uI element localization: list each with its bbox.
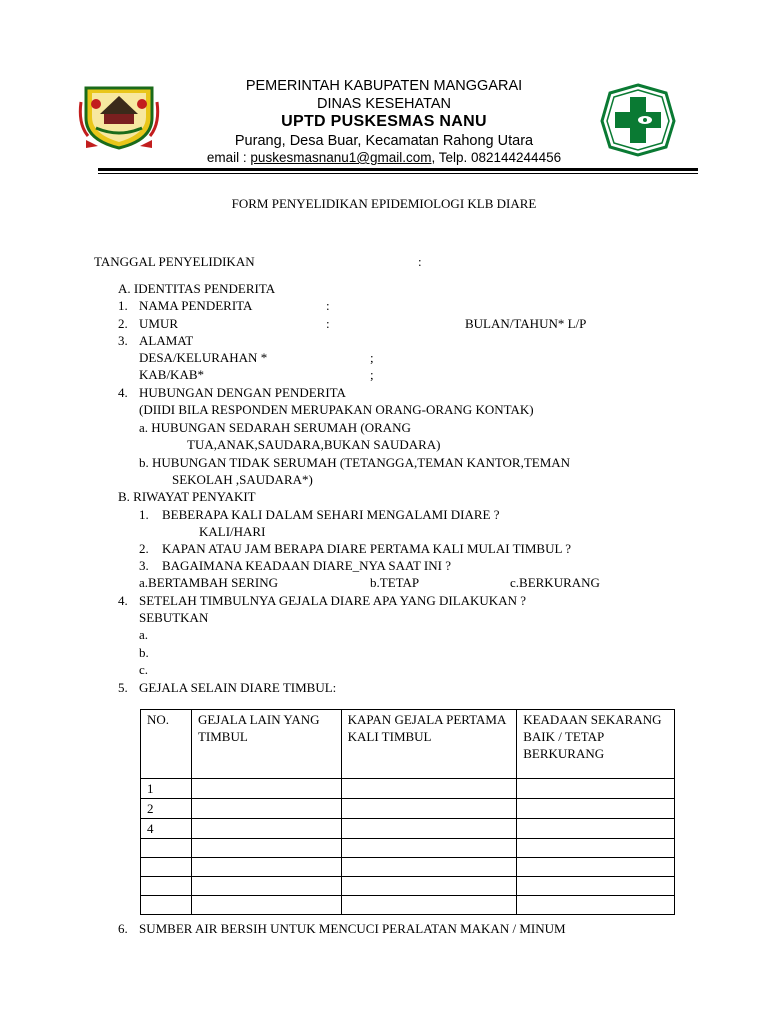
row-keadaan-cell[interactable] (517, 858, 675, 877)
hubungan-a-line2: TUA,ANAK,SAUDARA,BUKAN SAUDARA) (187, 437, 441, 452)
row-keadaan-cell[interactable] (517, 819, 675, 839)
row-keadaan-cell[interactable] (517, 779, 675, 799)
q4-option-b: b. (139, 645, 149, 660)
row-kapan-cell[interactable] (341, 877, 517, 896)
section-b-heading: B. RIWAYAT PENYAKIT (118, 489, 256, 504)
row-kapan-cell[interactable] (341, 819, 517, 839)
q4-option-c: c. (139, 662, 149, 677)
row-kapan-cell[interactable] (341, 799, 517, 819)
kab-label: KAB/KAB* (139, 367, 205, 382)
tanggal-colon: : (418, 254, 422, 269)
email-link[interactable]: puskesmasnanu1@gmail.com (250, 150, 432, 165)
row-no: 4 (141, 819, 192, 839)
q2-text: KAPAN ATAU JAM BERAPA DIARE PERTAMA KALI MULAI TIMBUL ? (162, 541, 571, 556)
tanggal-label: TANGGAL PENYELIDIKAN (94, 254, 255, 269)
alamat-label: ALAMAT (139, 333, 194, 348)
hubungan-b-line2: SEKOLAH ,SAUDARA*) (172, 472, 313, 487)
row-no (141, 858, 192, 877)
row-keadaan-cell[interactable] (517, 839, 675, 858)
row-gejala-cell[interactable] (191, 896, 341, 915)
header-no: NO. (141, 710, 192, 779)
row-keadaan-cell[interactable] (517, 799, 675, 819)
q5-num: 5. (118, 680, 128, 695)
q4-text: SETELAH TIMBULNYA GEJALA DIARE APA YANG DILAKUKAN ? (139, 593, 526, 608)
form-title: FORM PENYELIDIKAN EPIDEMIOLOGI KLB DIARE (231, 196, 537, 211)
row-kapan-cell[interactable] (341, 896, 517, 915)
q3-num: 3. (139, 558, 149, 573)
umur-num: 2. (118, 316, 128, 331)
q4-sub: SEBUTKAN (139, 610, 209, 625)
nama-label: NAMA PENDERITA (139, 298, 253, 313)
q1-sub: KALI/HARI (199, 524, 266, 539)
table-row (141, 799, 675, 819)
row-gejala-cell[interactable] (191, 877, 341, 896)
q1-num: 1. (139, 507, 149, 522)
table-row (141, 858, 675, 877)
header-divider-thick (98, 168, 698, 171)
row-no: 2 (141, 799, 192, 819)
header-department: DINAS KESEHATAN (316, 96, 452, 112)
hubungan-label: HUBUNGAN DENGAN PENDERITA (139, 385, 346, 400)
desa-colon: ; (370, 350, 374, 365)
hubungan-num: 4. (118, 385, 128, 400)
hubungan-a-line1: a. HUBUNGAN SEDARAH SERUMAH (ORANG (139, 420, 411, 435)
table-row (141, 839, 675, 858)
header-divider-thin (98, 173, 698, 174)
nama-colon: : (326, 298, 330, 313)
q6-num: 6. (118, 921, 128, 936)
header-keadaan: KEADAAN SEKARANG BAIK / TETAP BERKURANG (517, 710, 675, 779)
alamat-num: 3. (118, 333, 128, 348)
row-kapan-cell[interactable] (341, 779, 517, 799)
header-government: PEMERINTAH KABUPATEN MANGGARAI (245, 78, 523, 94)
header-address: Purang, Desa Buar, Kecamatan Rahong Utara (234, 133, 534, 149)
q3-text: BAGAIMANA KEADAAN DIARE_NYA SAAT INI ? (162, 558, 452, 573)
row-no (141, 896, 192, 915)
section-a-heading: A. IDENTITAS PENDERITA (118, 281, 276, 296)
table-row (141, 779, 675, 799)
row-no: 1 (141, 779, 192, 799)
q3-option-c: c.BERKURANG (510, 575, 600, 590)
nama-num: 1. (118, 298, 128, 313)
row-gejala-cell[interactable] (191, 819, 341, 839)
hubungan-b-line1: b. HUBUNGAN TIDAK SERUMAH (TETANGGA,TEMAN KANTOR,TEMAN (139, 455, 571, 470)
kab-colon: ; (370, 367, 374, 382)
header-contact (0, 150, 768, 165)
row-gejala-cell[interactable] (191, 779, 341, 799)
row-gejala-cell[interactable] (191, 858, 341, 877)
row-kapan-cell[interactable] (341, 858, 517, 877)
row-keadaan-cell[interactable] (517, 877, 675, 896)
gejala-table (140, 709, 675, 915)
row-gejala-cell[interactable] (191, 839, 341, 858)
header-kapan: KAPAN GEJALA PERTAMA KALI TIMBUL (341, 710, 517, 779)
email-label: email : (206, 150, 251, 165)
q6-text: SUMBER AIR BERSIH UNTUK MENCUCI PERALATAN MAKAN / MINUM (139, 921, 566, 936)
header-gejala: GEJALA LAIN YANG TIMBUL (191, 710, 341, 779)
row-kapan-cell[interactable] (341, 839, 517, 858)
row-keadaan-cell[interactable] (517, 896, 675, 915)
table-row (141, 819, 675, 839)
q4-option-a: a. (139, 627, 149, 642)
phone-text: , Telp. 082144244456 (431, 150, 562, 165)
header-institution: UPTD PUSKESMAS NANU (281, 113, 487, 130)
q4-num: 4. (118, 593, 128, 608)
row-gejala-cell[interactable] (191, 799, 341, 819)
umur-label: UMUR (139, 316, 179, 331)
q3-option-b: b.TETAP (370, 575, 420, 590)
table-row (141, 896, 675, 915)
table-row (141, 877, 675, 896)
desa-label: DESA/KELURAHAN * (139, 350, 268, 365)
q1-text: BEBERAPA KALI DALAM SEHARI MENGALAMI DIARE ? (162, 507, 500, 522)
row-no (141, 877, 192, 896)
umur-unit: BULAN/TAHUN* L/P (465, 316, 587, 331)
q3-option-a: a.BERTAMBAH SERING (139, 575, 279, 590)
q2-num: 2. (139, 541, 149, 556)
row-no (141, 839, 192, 858)
hubungan-note: (DIIDI BILA RESPONDEN MERUPAKAN ORANG-ORANG KONTAK) (139, 402, 534, 417)
gejala-table-header (141, 710, 675, 779)
umur-colon: : (326, 316, 330, 331)
q5-text: GEJALA SELAIN DIARE TIMBUL: (139, 680, 337, 695)
